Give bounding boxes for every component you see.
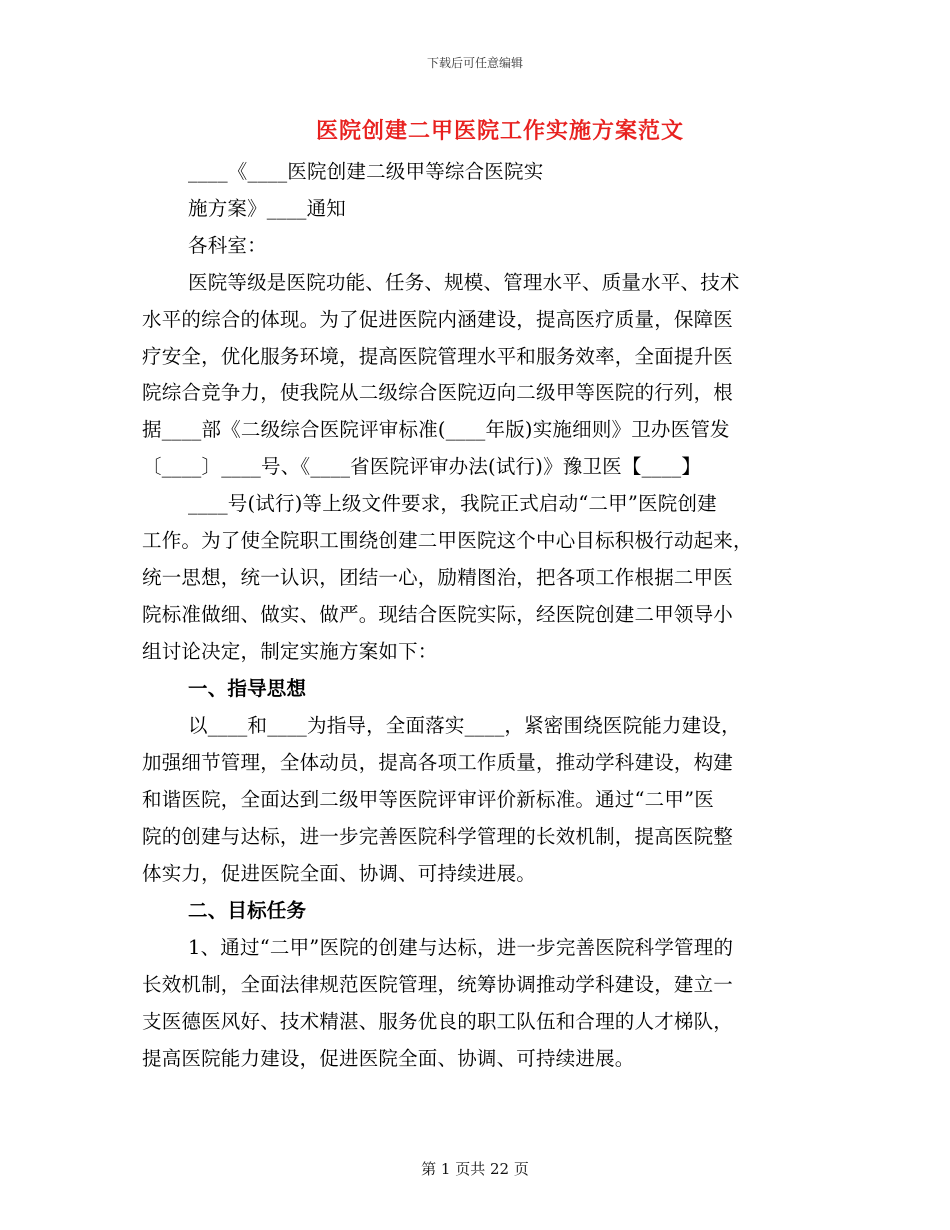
paragraph-line: 院标准做细、做实、做严。现结合医院实际，经医院创建二甲领导小 bbox=[142, 603, 734, 626]
paragraph-line: 组讨论决定，制定实施方案如下： bbox=[142, 640, 438, 663]
paragraph-line: 体实力，促进医院全面、协调、可持续进展。 bbox=[142, 862, 537, 885]
header-note: 下载后可任意编辑 bbox=[426, 56, 523, 70]
page-footer: 第 1 页共 22 页 bbox=[421, 1160, 529, 1178]
paragraph-line: 长效机制，全面法律规范医院管理，统筹协调推动学科建设，建立一 bbox=[142, 973, 734, 996]
paragraph-line: 以____和____为指导，全面落实____，紧密围绕医院能力建设， bbox=[188, 714, 741, 737]
paragraph-line: 施方案》____通知 bbox=[188, 197, 347, 220]
section-heading: 二、目标任务 bbox=[188, 899, 307, 922]
salutation: 各科室： bbox=[188, 234, 267, 257]
paragraph-line: 疗安全，优化服务环境，提高医院管理水平和服务效率，全面提升医 bbox=[142, 345, 734, 368]
paragraph-line: 支医德医风好、技术精湛、服务优良的职工队伍和合理的人才梯队， bbox=[142, 1010, 734, 1033]
paragraph-line: 1、通过“二甲”医院的创建与达标，进一步完善医院科学管理的 bbox=[188, 936, 734, 959]
section-heading: 一、指导思想 bbox=[188, 677, 307, 700]
paragraph-line: 和谐医院，全面达到二级甲等医院评审评价新标准。通过“二甲”医 bbox=[142, 788, 714, 811]
paragraph-line: 加强细节管理，全体动员，提高各项工作质量，推动学科建设，构建 bbox=[142, 751, 734, 774]
paragraph-line: 水平的综合的体现。为了促进医院内涵建设，提高医疗质量，保障医 bbox=[142, 308, 734, 331]
paragraph-line: 提高医院能力建设，促进医院全面、协调、可持续进展。 bbox=[142, 1047, 635, 1070]
paragraph-line: 院综合竞争力，使我院从二级综合医院迈向二级甲等医院的行列，根 bbox=[142, 381, 734, 404]
paragraph-line: 据____部《二级综合医院评审标准(____年版)实施细则》卫办医管发 bbox=[142, 418, 730, 441]
paragraph-line: 院的创建与达标，进一步完善医院科学管理的长效机制，提高医院整 bbox=[142, 825, 734, 848]
paragraph-line: 〔____〕____号、《____省医院评审办法(试行)》豫卫医【____】 bbox=[142, 455, 702, 478]
paragraph-line: ____号(试行)等上级文件要求，我院正式启动“二甲”医院创建 bbox=[188, 492, 717, 515]
paragraph-line: ____《____医院创建二级甲等综合医院实 bbox=[188, 160, 544, 183]
paragraph-line: 统一思想，统一认识，团结一心，励精图治，把各项工作根据二甲医 bbox=[142, 566, 734, 589]
document-title: 医院创建二甲医院工作实施方案范文 bbox=[315, 118, 684, 144]
paragraph-line: 医院等级是医院功能、任务、规模、管理水平、质量水平、技术 bbox=[188, 271, 740, 294]
paragraph-line: 工作。为了使全院职工围绕创建二甲医院这个中心目标积极行动起来， bbox=[142, 529, 753, 552]
